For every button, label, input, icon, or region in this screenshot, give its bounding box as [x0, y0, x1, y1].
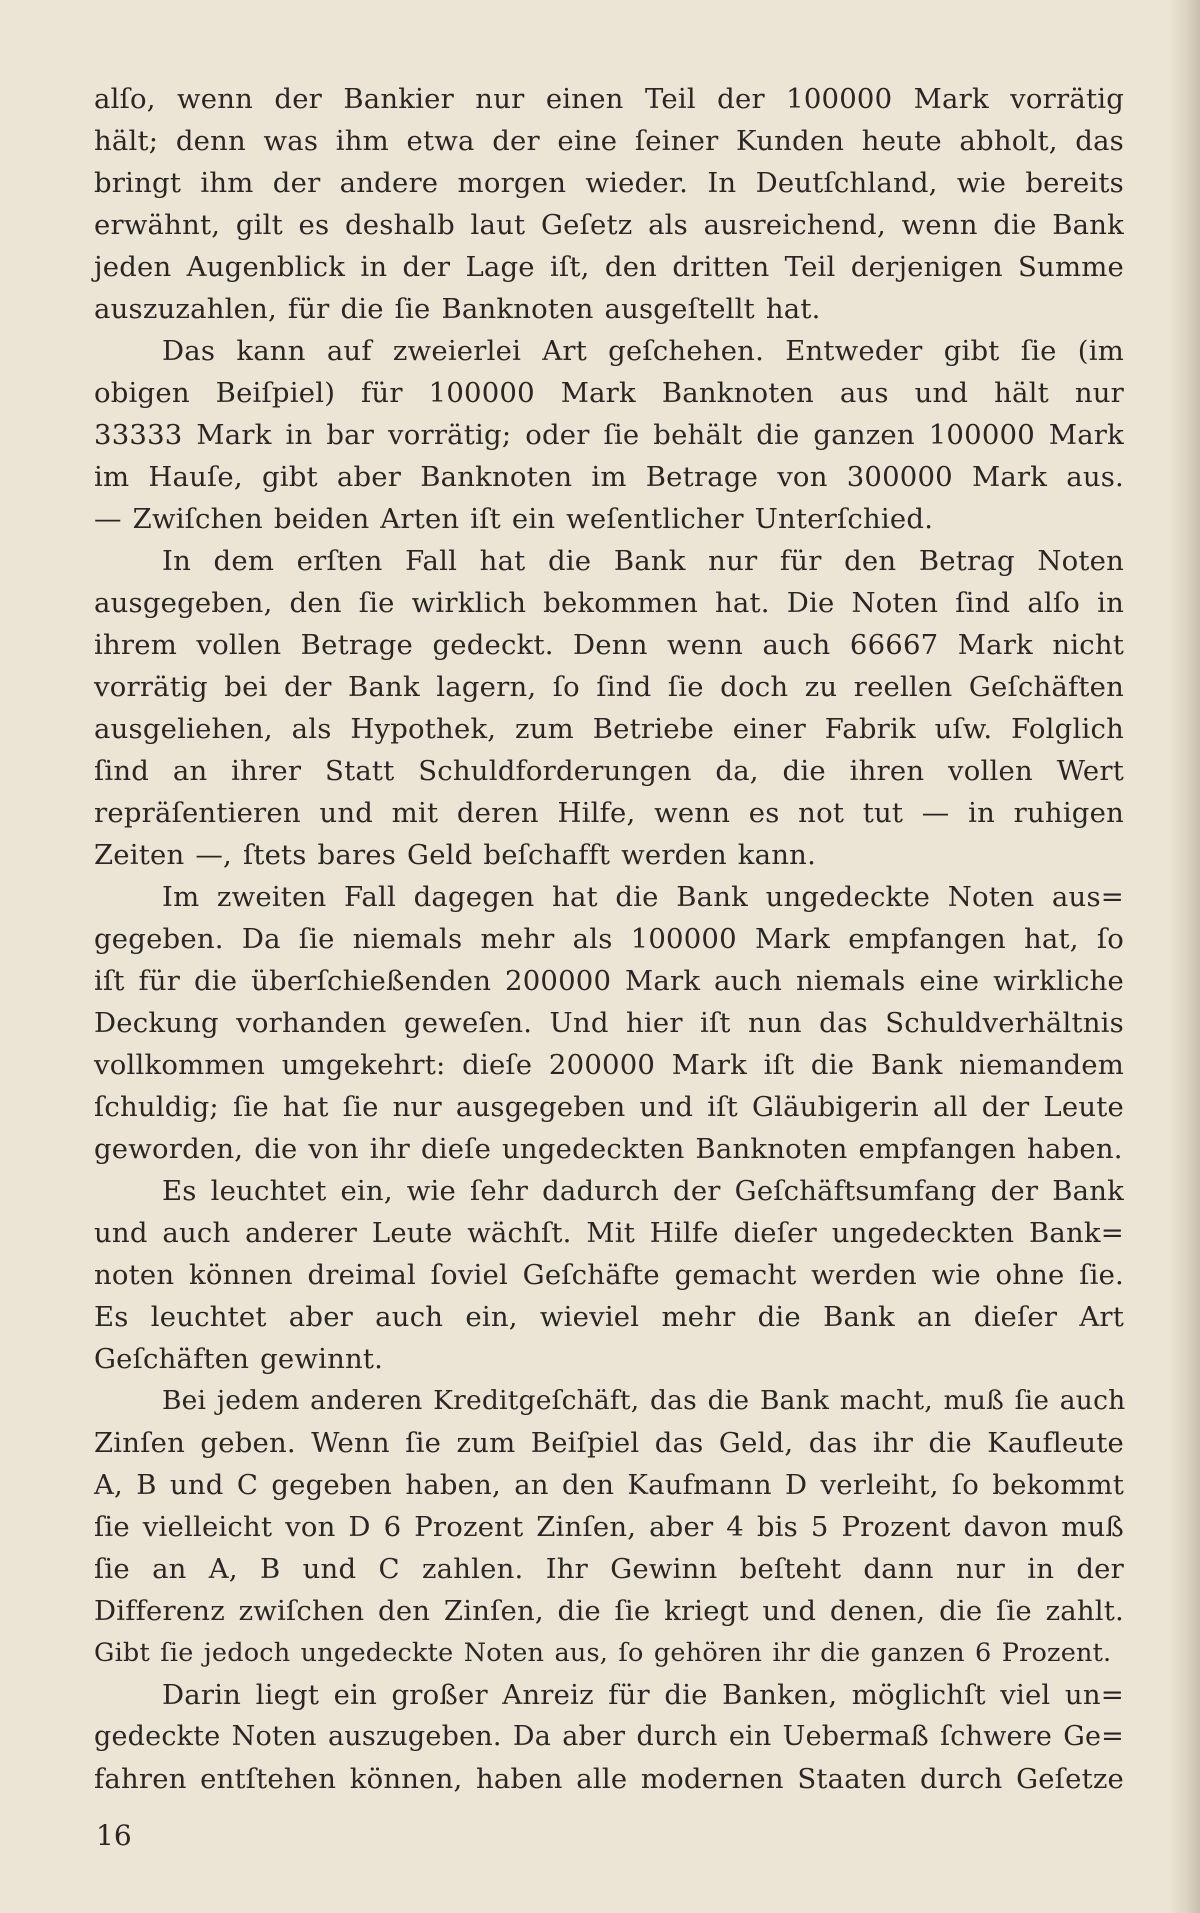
text-line: ausgegeben, den ſie wirklich bekommen hat. Die Noten ſind alſo in [94, 587, 1124, 619]
text-line: gegeben. Da ſie niemals mehr als 100000 Mark empfangen hat, ſo [94, 923, 1124, 955]
text-line: bringt ihm der andere morgen wieder. In Deutſchland, wie bereits [94, 167, 1124, 199]
text-line: Im zweiten Fall dagegen hat die Bank ungedeckte Noten aus= [162, 881, 1124, 913]
text-line: iſt für die überſchießenden 200000 Mark auch niemals eine wirkliche [94, 965, 1124, 997]
text-line: alſo, wenn der Bankier nur einen Teil der 100000 Mark vorrätig [94, 83, 1124, 115]
text-line: Geſchäften gewinnt. [94, 1343, 384, 1375]
text-line: Zeiten —, ſtets bares Geld beſchafft werden kann. [94, 839, 817, 871]
text-line: Differenz zwiſchen den Zinſen, die ſie kriegt und denen, die ſie zahlt. [94, 1595, 1124, 1627]
text-line: Das kann auf zweierlei Art geſchehen. Entweder gibt ſie (im [162, 335, 1124, 367]
text-line: ausgeliehen, als Hypothek, zum Betriebe einer Fabrik uſw. Folglich [94, 713, 1124, 745]
text-line: erwähnt, gilt es deshalb laut Geſetz als ausreichend, wenn die Bank [94, 209, 1124, 241]
text-line: fahren entſtehen können, haben alle modernen Staaten durch Geſetze [94, 1763, 1124, 1795]
text-line: repräſentieren und mit deren Hilfe, wenn es not tut — in ruhigen [94, 797, 1124, 829]
text-line: obigen Beiſpiel) für 100000 Mark Banknoten aus und hält nur [94, 377, 1124, 409]
page-number: 16 [96, 1819, 132, 1852]
text-line: auszuzahlen, für die ſie Banknoten ausgeſtellt hat. [94, 293, 821, 325]
body-text [94, 78, 1124, 1800]
text-line: ſchuldig; ſie hat ſie nur ausgegeben und iſt Gläubigerin all der Leute [94, 1091, 1124, 1123]
text-line: vorrätig bei der Bank lagern, ſo ſind ſie doch zu reellen Geſchäften [94, 671, 1124, 703]
text-line: Darin liegt ein großer Anreiz für die Banken, möglichſt viel un= [162, 1679, 1124, 1711]
text-line: geworden, die von ihr dieſe ungedeckten Banknoten empfangen haben. [94, 1133, 1123, 1165]
text-line: ihrem vollen Betrage gedeckt. Denn wenn auch 66667 Mark nicht [94, 629, 1124, 661]
text-line: jeden Augenblick in der Lage iſt, den dritten Teil derjenigen Summe [94, 251, 1124, 283]
text-line: vollkommen umgekehrt: dieſe 200000 Mark iſt die Bank niemandem [94, 1049, 1124, 1081]
text-line: — Zwiſchen beiden Arten iſt ein weſentlicher Unterſchied. [94, 503, 934, 535]
text-line: hält; denn was ihm etwa der eine ſeiner Kunden heute abholt, das [94, 125, 1124, 157]
text-line: im Hauſe, gibt aber Banknoten im Betrage von 300000 Mark aus. [94, 461, 1124, 493]
text-line: A, B und C gegeben haben, an den Kaufmann D verleiht, ſo bekommt [94, 1469, 1124, 1501]
text-line: ſie vielleicht von D 6 Prozent Zinſen, aber 4 bis 5 Prozent davon muß [94, 1511, 1124, 1543]
text-line: gedeckte Noten auszugeben. Da aber durch ein Uebermaß ſchwere Ge= [94, 1721, 1124, 1752]
text-line: ſie an A, B und C zahlen. Ihr Gewinn beſteht dann nur in der [94, 1553, 1124, 1585]
text-line: Zinſen geben. Wenn ſie zum Beiſpiel das Geld, das ihr die Kaufleute [94, 1427, 1124, 1459]
text-line: Deckung vorhanden geweſen. Und hier iſt nun das Schuldverhältnis [94, 1007, 1124, 1039]
text-line: Es leuchtet aber auch ein, wieviel mehr die Bank an dieſer Art [94, 1301, 1124, 1333]
text-line: 33333 Mark in bar vorrätig; oder ſie behält die ganzen 100000 Mark [94, 419, 1124, 451]
text-line: Gibt ſie jedoch ungedeckte Noten aus, ſo gehören ihr die ganzen 6 Prozent. [94, 1638, 1112, 1668]
text-line: Es leuchtet ein, wie ſehr dadurch der Geſchäftsumfang der Bank [162, 1175, 1124, 1207]
text-line: ſind an ihrer Statt Schuldforderungen da, die ihren vollen Wert [94, 755, 1124, 787]
text-line: noten können dreimal ſoviel Geſchäfte gemacht werden wie ohne ſie. [94, 1259, 1124, 1291]
text-line: Bei jedem anderen Kreditgeſchäft, das die Bank macht, muß ſie auch [162, 1385, 1126, 1416]
text-line: In dem erſten Fall hat die Bank nur für den Betrag Noten [162, 545, 1124, 577]
text-line: und auch anderer Leute wächſt. Mit Hilfe dieſer ungedeckten Bank= [94, 1217, 1124, 1249]
